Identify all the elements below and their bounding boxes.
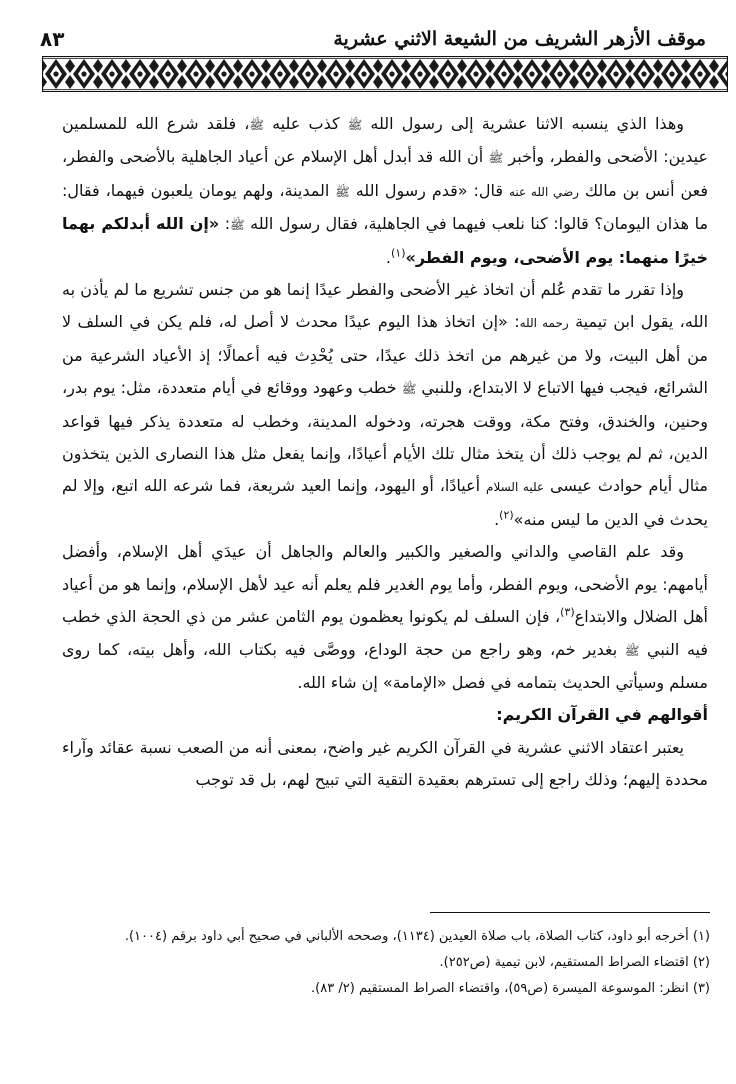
footnote-ref-1: (١)	[390, 246, 406, 260]
honorific-prophet: ﷺ	[249, 118, 264, 132]
text-run: كذب عليه	[263, 114, 348, 133]
section-heading: أقوالهم في القرآن الكريم:	[496, 705, 708, 725]
honorific-companion: رضي الله عنه	[509, 184, 579, 199]
footnote-divider	[430, 912, 710, 913]
honorific-prophet-isa: عليه السلام	[486, 480, 545, 495]
paragraph-3	[62, 536, 708, 699]
text-run: ، فإن السلف لم يكونوا يعظمون يوم الثامن عشر من ذي الحجة الذي خطب فيه النبي	[62, 607, 709, 659]
footnote-ref-3: (٣)	[560, 605, 575, 619]
ornamental-border	[42, 56, 728, 92]
footnote-ref-2: (٢)	[499, 508, 514, 522]
text-run: : «إن اتخاذ هذا اليوم عيدًا محدث لا أصل له، فلم يكن في السلف لا من أهل البيت، ولا من غيرهم من اتخذ ذلك عيدًا، حتى يُحْدِث فيه أعمالًا؛ إذ الأعياد الشرعية من الشرائع، فيجب فيها الاتباع لا الابتداع، وللنبي	[62, 312, 709, 398]
running-head	[40, 22, 716, 56]
text-run: ، فلقد شرع الله للمسلمين عيدين: الأضحى والفطر، وأخبر	[62, 114, 709, 167]
text-run: قال: «قدم رسول الله	[349, 180, 509, 200]
text-run: .	[494, 509, 500, 529]
text-run: أن الله قد أبدل أهل الإسلام عن أعياد الجاهلية بالأضحى والفطر، فعن أنس بن مالك	[62, 147, 709, 200]
honorific-prophet: ﷺ	[624, 643, 640, 658]
honorific-prophet: ﷺ	[230, 218, 245, 233]
main-text	[62, 108, 708, 797]
footnote-2: (٢) اقتضاء الصراط المستقيم، لابن تيمية (ص٢٥٢).	[439, 955, 710, 970]
paragraph-4: يعتبر اعتقاد الاثني عشرية في القرآن الكريم غير واضح، بمعنى أنه من الصعب نسبة عقائد وآراء محددة إليهم؛ وذلك راجع إلى تسترهم بعقيدة التقية التي تبيح لهم، بل قد توجب	[62, 737, 708, 790]
page-number: ٨٣	[40, 27, 65, 51]
paragraph-1	[62, 108, 708, 274]
text-run: وهذا الذي ينسبه الاثنا عشرية إلى رسول الله	[362, 114, 684, 133]
hadith-quote: «إن الله أبدلكم بهما خيرًا منهما: يوم الأضحى، ويوم الفطر»	[62, 214, 708, 267]
running-head-title: موقف الأزهر الشريف من الشيعة الاثني عشرية	[333, 28, 706, 50]
paragraph-2	[62, 274, 708, 536]
honorific-prophet: ﷺ	[401, 382, 417, 397]
footnotes	[50, 924, 710, 1002]
text-run: وإذا تقرر ما تقدم عُلم أن اتخاذ غير الأضحى والفطر عيدًا إنما هو من جنس تشريع ما لم يأذن به الله، يقول ابن تيمية	[62, 280, 709, 332]
text-run: خطب وعهود ووقائع في أيام متعددة، مثل: يوم بدر، وحنين، والخندق، وفتح مكة، ووقت هجرته، ودخوله المدينة، وخطب له متعددة يذكر فيها قواعد الدين، ثم لم يوجب ذلك أن يتخذ مثال تلك الأيام أعيادًا، وإنما يفعل مثل هذا النصارى الذين يتخذون مثال أيام حوادث عيسى	[62, 378, 708, 496]
footnote-3: (٣) انظر: الموسوعة الميسرة (ص٥٩)، واقتضاء الصراط المستقيم (٢/ ٨٣).	[311, 981, 710, 996]
honorific-prophet: ﷺ	[347, 118, 363, 132]
text-run: :	[219, 214, 231, 234]
text-run: .	[385, 247, 391, 267]
footnote-1: (١) أخرجه أبو داود، كتاب الصلاة، باب صلاة العيدين (١١٣٤)، وصححه الألباني في صحيح أبي داود برقم (١٠٠٤).	[124, 929, 710, 944]
text-run: وقد علم القاصي والداني والصغير والكبير والعالم والجاهل أن عيدَي أهل الإسلام، وأفضل أيامهم: يوم الأضحى، ويوم الفطر، وأما يوم الغدير فلم يعلم أنه عيد لأهل الإسلام، وإنما هو من أعياد أهل الضلال والابتداع	[62, 542, 709, 627]
honorific-prophet: ﷺ	[335, 184, 350, 199]
honorific-prophet: ﷺ	[488, 151, 504, 166]
text-run: بغدير خم، وهو راجع من حجة الوداع، ووصَّى فيه بكتاب الله، وأهل بيته، كما روى مسلم وسيأتي الحديث بتمامه في فصل «الإمامة» إن شاء الله.	[62, 639, 708, 692]
text-run: أعيادًا، أو اليهود، وإنما العيد شريعة، فما شرعه الله اتبع، وإلا لم يحدث في الدين ما ليس منه»	[62, 476, 708, 529]
text-run: المدينة، ولهم يومان يلعبون فيهما، فقال: ما هذان اليومان؟ قالوا: كنا نلعب فيهما في الجاهلية، فقال رسول الله	[62, 180, 709, 234]
honorific-scholar: رحمه الله	[519, 316, 569, 331]
